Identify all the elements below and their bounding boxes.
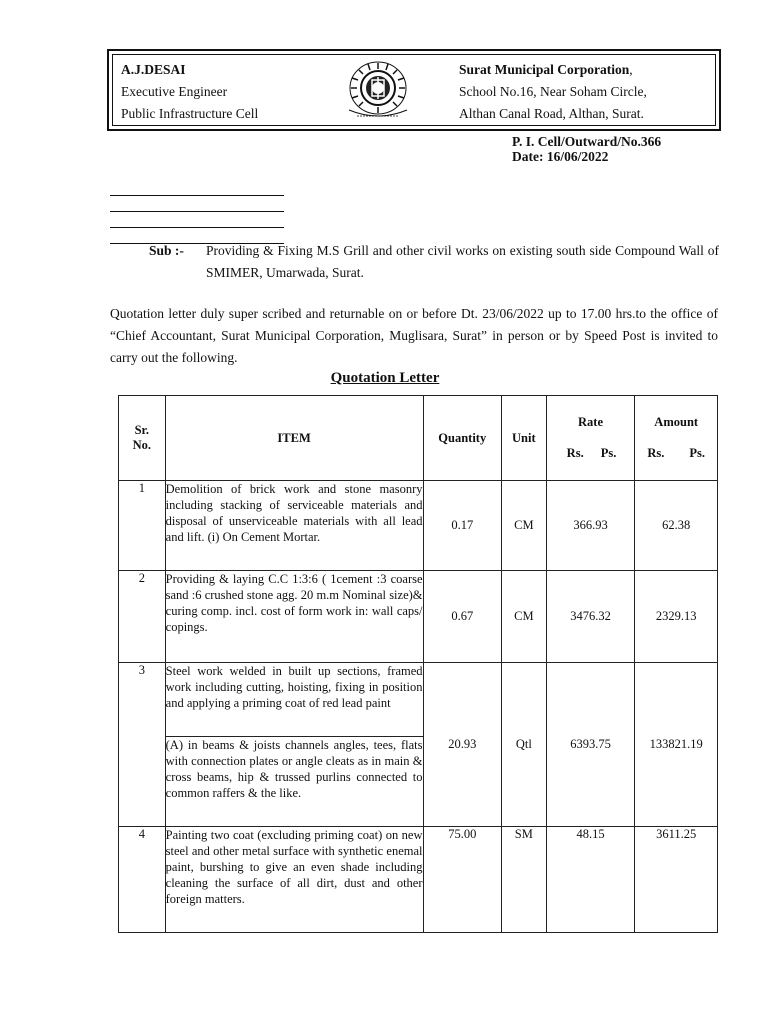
table-header-row (119, 396, 718, 481)
subject-label: Sub :- (149, 243, 184, 258)
row-rate: 3476.32 (546, 571, 635, 663)
outward-number: P. I. Cell/Outward/No.366 (512, 134, 662, 149)
address-blank-line (110, 212, 284, 228)
row-rate: 366.93 (546, 481, 635, 571)
row-unit: CM (502, 571, 547, 663)
row-quantity: 75.00 (423, 827, 502, 933)
letterhead-inner-border (112, 54, 716, 126)
outward-date: Date: 16/06/2022 (512, 149, 609, 164)
row-rate: 48.15 (546, 827, 635, 933)
officer-name: A.J.DESAI (121, 62, 186, 77)
officer-title: Executive Engineer (121, 84, 228, 99)
smc-seal-logo (343, 60, 413, 120)
table-row (119, 827, 718, 933)
address-line-2: Althan Canal Road, Althan, Surat. (459, 106, 644, 121)
row-quantity: 0.17 (423, 481, 502, 571)
header-item: ITEM (165, 396, 423, 481)
table-row (119, 481, 718, 571)
officer-block (121, 59, 258, 125)
address-blank-line (110, 196, 284, 212)
header-amount-subcols (635, 446, 717, 461)
header-rate-subcols (547, 446, 635, 461)
header-amount-label: Amount (654, 415, 699, 429)
table-row (119, 663, 718, 737)
row-item: Painting two coat (excluding priming coat) on new steel and other metal surface with synthetic enemal paint, burshing to give an even shade including cleaning the surface of all dirt, dust and other foreign matters. (165, 827, 423, 933)
row-item: Demolition of brick work and stone masonry including stacking of serviceable materials and disposal of unserviceable materials with all lead and lift. (i) On Cement Mortar. (165, 481, 423, 571)
row-quantity: 0.67 (423, 571, 502, 663)
letterhead (107, 49, 721, 131)
header-unit: Unit (502, 396, 547, 481)
row-unit: Qtl (502, 663, 547, 827)
header-sr-no-label: Sr. No. (132, 423, 152, 452)
row-item-sub: (A) in beams & joists channels angles, tees, flats with connection plates or angle cleats as in main & cross beams, hip & trussed purlins connected to common raffers & the like. (165, 737, 423, 827)
address-blank-line (110, 180, 284, 196)
organization-name-comma: , (629, 62, 633, 77)
row-amount: 62.38 (635, 481, 718, 571)
quotation-table (118, 395, 718, 933)
quotation-title: Quotation Letter (330, 370, 440, 386)
row-sr: 1 (119, 481, 166, 571)
header-amount (635, 396, 718, 481)
table-row (119, 571, 718, 663)
row-sr: 3 (119, 663, 166, 827)
header-amount-ps: Ps. (689, 446, 705, 460)
recipient-address-lines (110, 180, 284, 244)
header-sr-no (119, 396, 166, 481)
organization-block (459, 59, 647, 125)
header-amount-rs: Rs. (647, 446, 665, 460)
address-line-1: School No.16, Near Soham Circle, (459, 84, 647, 99)
row-rate: 6393.75 (546, 663, 635, 827)
row-unit: SM (502, 827, 547, 933)
header-rate-label: Rate (578, 415, 604, 429)
header-rate-rs: Rs. (566, 446, 584, 460)
row-amount: 2329.13 (635, 571, 718, 663)
row-quantity: 20.93 (423, 663, 502, 827)
row-sr: 4 (119, 827, 166, 933)
outward-block (512, 134, 661, 164)
organization-name: Surat Municipal Corporation (459, 62, 630, 77)
row-unit: CM (502, 481, 547, 571)
header-rate-ps: Ps. (600, 446, 617, 460)
subject-text: Providing & Fixing M.S Grill and other civil works on existing south side Compound Wall of SMIMER, Umarwada, Surat. (206, 243, 719, 280)
header-quantity: Quantity (423, 396, 502, 481)
row-amount: 3611.25 (635, 827, 718, 933)
row-item: Steel work welded in built up sections, framed work including cutting, hoisting, fixing in position and applying a priming coat of red lead paint (165, 663, 423, 737)
officer-cell: Public Infrastructure Cell (121, 106, 259, 121)
row-amount: 133821.19 (635, 663, 718, 827)
intro-paragraph: Quotation letter duly super scribed and returnable on or before Dt. 23/06/2022 up to 17.00 hrs.to the office of “Chief Accountant, Surat Municipal Corporation, Muglisara, Surat” in person or by Speed Post is invited to carry out the following. (110, 306, 718, 365)
row-sr: 2 (119, 571, 166, 663)
row-item: Providing & laying C.C 1:3:6 ( 1cement :3 coarse sand :6 crushed stone agg. 20 m.m Nominal size)& curing comp. incl. cost of form work in: wall caps/ copings. (165, 571, 423, 663)
header-rate (546, 396, 635, 481)
